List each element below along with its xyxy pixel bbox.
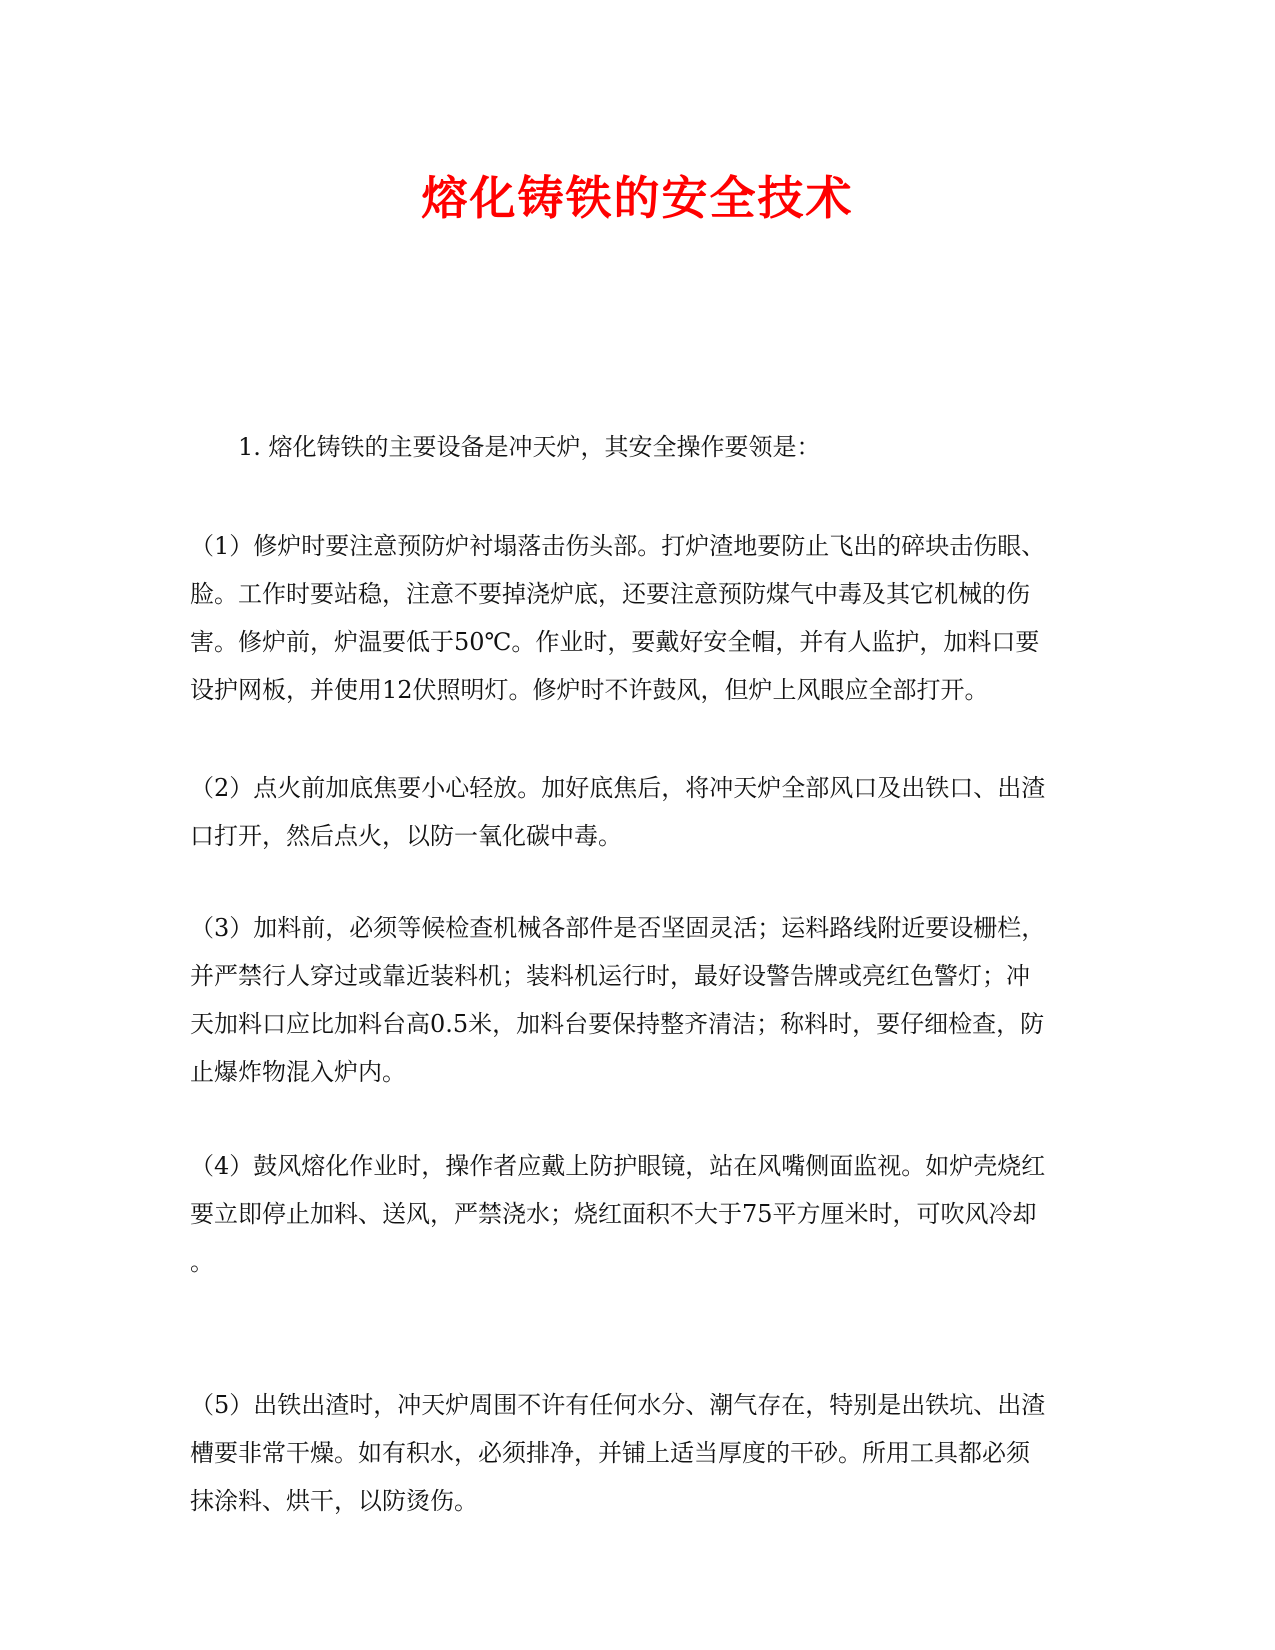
paragraph-line: 并严禁行人穿过或靠近装料机；装料机运行时，最好设警告牌或亮红色警灯；冲 xyxy=(190,962,1030,990)
intro-line: 1. 熔化铸铁的主要设备是冲天炉，其安全操作要领是： xyxy=(238,433,821,461)
paragraph-line: （4）鼓风熔化作业时，操作者应戴上防护眼镜，站在风嘴侧面监视。如炉壳烧红 xyxy=(190,1152,1046,1180)
paragraph-1 xyxy=(190,522,1080,714)
paragraph-line: 天加料口应比加料台高0.5米，加料台要保持整齐清洁；称料时，要仔细检查，防 xyxy=(190,1010,1045,1038)
paragraph-line: 设护网板，并使用12伏照明灯。修炉时不许鼓风，但炉上风眼应全部打开。 xyxy=(190,676,989,704)
paragraph-line: 止爆炸物混入炉内。 xyxy=(190,1058,406,1086)
paragraph-line: （2）点火前加底焦要小心轻放。加好底焦后，将冲天炉全部风口及出铁口、出渣 xyxy=(190,774,1046,802)
paragraph-line: 脸。工作时要站稳，注意不要掉浇炉底，还要注意预防煤气中毒及其它机械的伤 xyxy=(190,580,1030,608)
paragraph-line: 抹涂料、烘干，以防烫伤。 xyxy=(190,1487,478,1515)
paragraph-line: （5）出铁出渣时，冲天炉周围不许有任何水分、潮气存在，特别是出铁坑、出渣 xyxy=(190,1391,1046,1419)
paragraph-line: 口打开，然后点火，以防一氧化碳中毒。 xyxy=(190,822,622,850)
paragraph-4 xyxy=(190,1142,1080,1286)
paragraph-line: 害。修炉前，炉温要低于50℃。作业时，要戴好安全帽，并有人监护，加料口要 xyxy=(190,628,1040,656)
paragraph-3 xyxy=(190,904,1080,1096)
paragraph-line: 。 xyxy=(190,1248,214,1276)
document-title: 熔化铸铁的安全技术 xyxy=(421,171,854,225)
paragraph-line: 要立即停止加料、送风，严禁浇水；烧红面积不大于75平方厘米时，可吹风冷却 xyxy=(190,1200,1037,1228)
paragraph-5 xyxy=(190,1381,1080,1525)
paragraph-line: （3）加料前，必须等候检查机械各部件是否坚固灵活；运料路线附近要设栅栏， xyxy=(190,914,1046,942)
paragraph-line: 槽要非常干燥。如有积水，必须排净，并铺上适当厚度的干砂。所用工具都必须 xyxy=(190,1439,1030,1467)
paragraph-2 xyxy=(190,764,1080,860)
paragraph-line: （1）修炉时要注意预防炉衬塌落击伤头部。打炉渣地要防止飞出的碎块击伤眼、 xyxy=(190,532,1046,560)
